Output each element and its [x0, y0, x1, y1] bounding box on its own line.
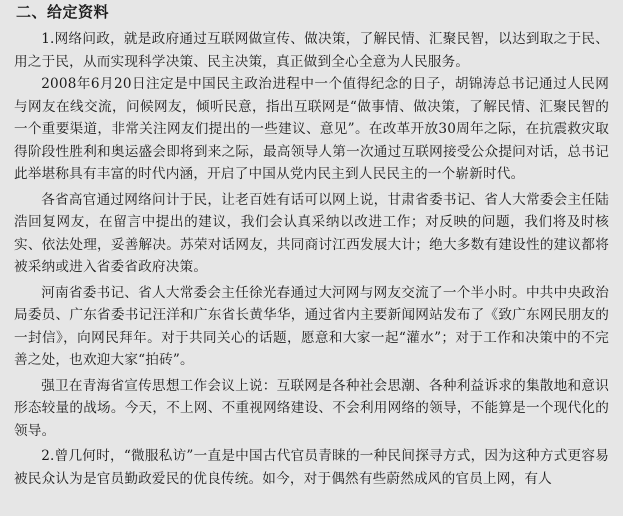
paragraph-2: 2008年6月20日注定是中国民主政治进程中一个值得纪念的日子，胡锦涛总书记通过人民网与网友在线交流，问候网友，倾听民意，指出互联网是“做事情、做决策，了解民情、汇聚民智的一个重要渠道，非常关注网友们提出的一些建议、意见”。在改革开放30周年之际，在抗震救灾取得阶段性胜利和奥运盛会即将到来之际，最高领导人第一次通过互联网接受公众提问对话，总书记此举堪称具有丰富的时代内涵，开启了中国从党内民主到人民民主的一个崭新时代。	[14, 76, 609, 182]
section-heading: 二、给定资料	[16, 3, 110, 21]
paragraph-1: 1.网络问政，就是政府通过互联网做宣传、做决策，了解民情、汇聚民智，以达到取之于民、用之于民，从而实现科学决策、民主决策，真正做到全心全意为人民服务。	[14, 31, 609, 70]
paragraph-5: 强卫在青海省宣传思想工作会议上说：互联网是各种社会思潮、各种利益诉求的集散地和意识形态较量的战场。今天，不上网、不重视网络建设、不会利用网络的领导，不能算是一个现代化的领导。	[14, 377, 609, 439]
paragraph-4: 河南省委书记、省人大常委会主任徐光春通过大河网与网友交流了一个半小时。中共中央政治局委员、广东省委书记汪洋和广东省长黄华华，通过省内主要新闻网站发布了《致广东网民朋友的一封信》，向网民拜年。对于共同关心的话题，愿意和大家一起“灌水”；对于工作和决策中的不完善之处，也欢迎大家“拍砖”。	[14, 284, 609, 368]
paragraph-3: 各省高官通过网络问计于民，让老百姓有话可以网上说，甘肃省委书记、省人大常委会主任陆浩回复网友，在留言中提出的建议，我们会认真采纳以改进工作；对反映的问题，我们将及时核实、依法处理，妥善解决。苏荣对话网友，共同商讨江西发展大计；绝大多数有建设性的建议都将被采纳或进入省委省政府决策。	[14, 191, 609, 275]
paragraph-6: 2.曾几何时，“微服私访”一直是中国古代官员青睐的一种民间探寻方式，因为这种方式更容易被民众认为是官员勤政爱民的优良传统。如今，对于偶然有些蔚然成风的官员上网，有人	[14, 448, 609, 487]
